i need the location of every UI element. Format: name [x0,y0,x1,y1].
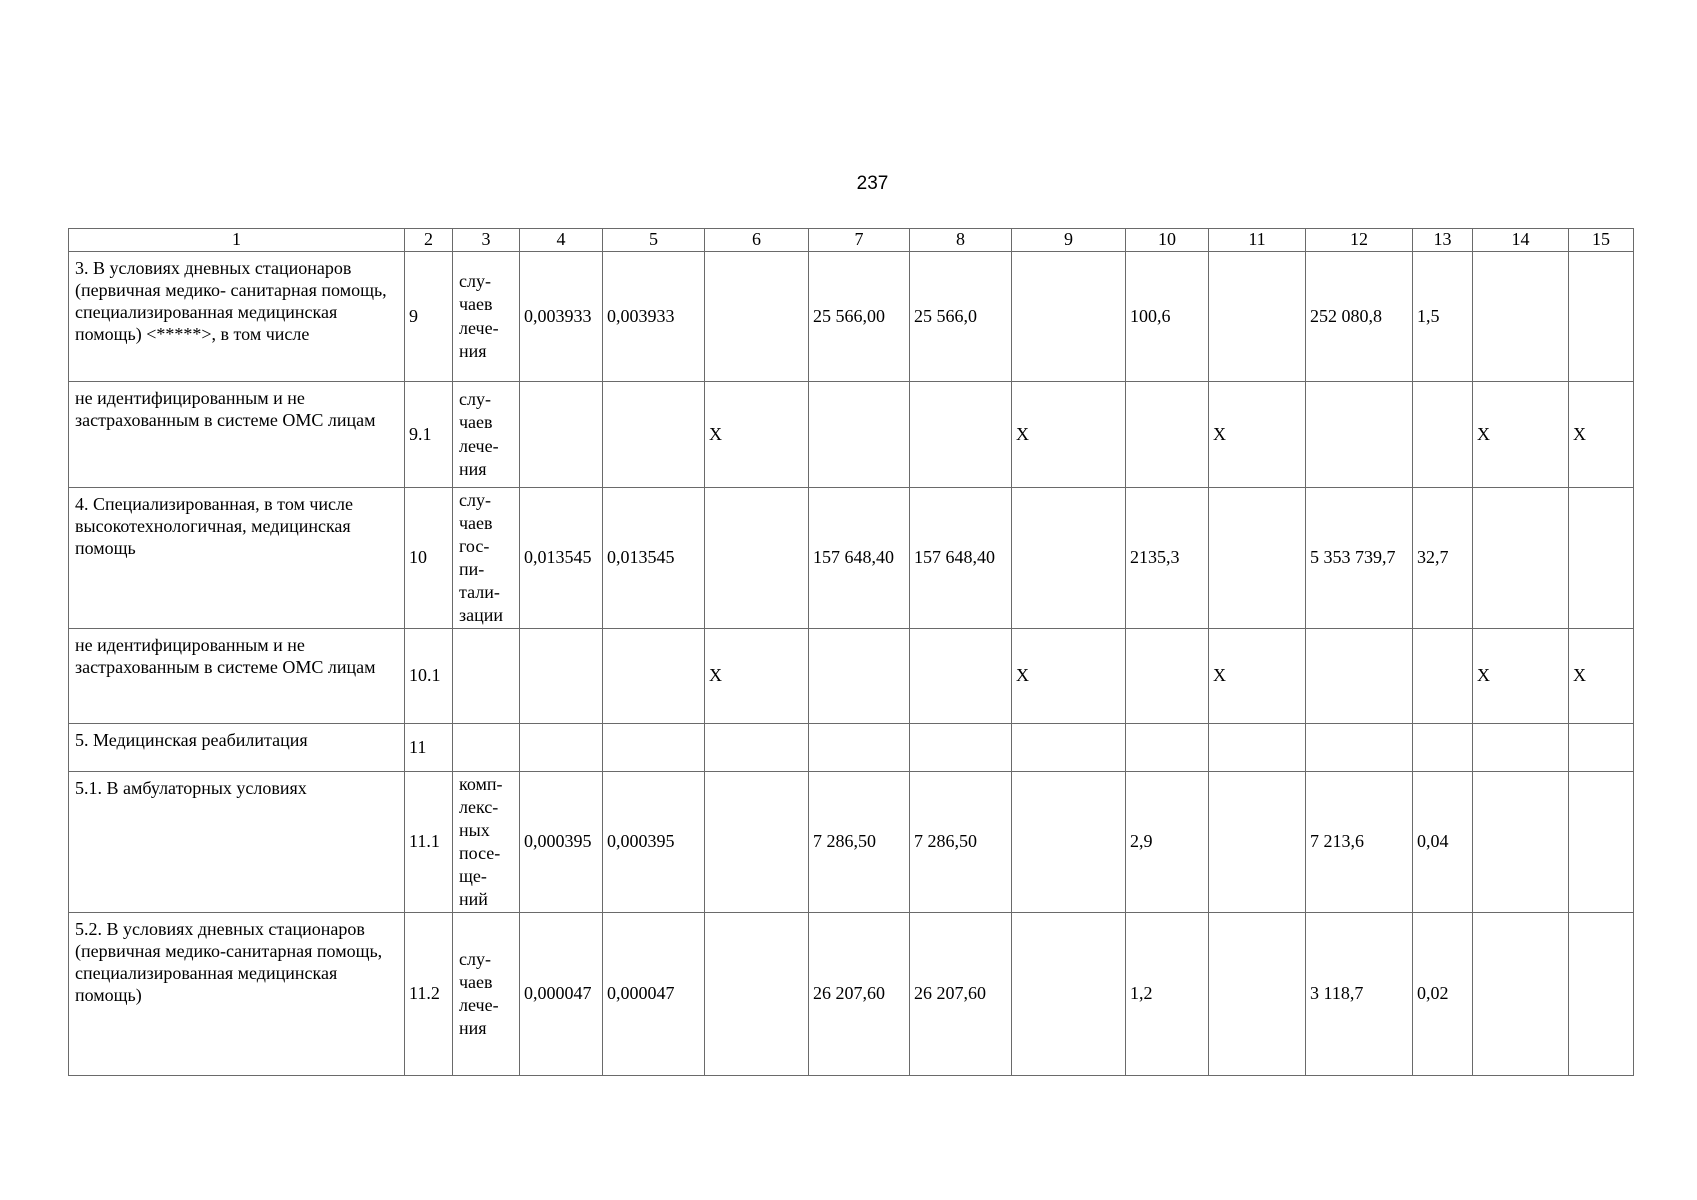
row-name-cell: 5. Медицинская реабилитация [69,724,405,772]
value-cell-c7: 25 566,00 [809,252,910,382]
column-header: 1 [69,229,405,252]
value-cell-c11 [1209,772,1306,913]
value-cell-c9 [1012,488,1126,629]
value-cell-c10 [1126,629,1209,724]
row-name-cell: 5.1. В амбулаторных условиях [69,772,405,913]
column-header: 6 [705,229,809,252]
value-cell-c10 [1126,382,1209,488]
row-number-cell: 11 [405,724,453,772]
value-cell-c5 [603,724,705,772]
value-cell-c8: 26 207,60 [910,913,1012,1076]
value-cell-c14: X [1473,629,1569,724]
value-cell-c7 [809,724,910,772]
value-cell-c12: 7 213,6 [1306,772,1413,913]
column-header: 2 [405,229,453,252]
column-header: 14 [1473,229,1569,252]
value-cell-c9 [1012,252,1126,382]
value-cell-c5: 0,000047 [603,913,705,1076]
value-cell-c13: 1,5 [1413,252,1473,382]
row-number-cell: 10.1 [405,629,453,724]
value-cell-c8 [910,382,1012,488]
unit-cell [453,724,520,772]
table-row [69,382,1634,488]
column-header: 4 [520,229,603,252]
value-cell-c11 [1209,913,1306,1076]
row-name-cell: не идентифицированным и не застрахованным в системе ОМС лицам [69,382,405,488]
column-header: 10 [1126,229,1209,252]
table-row [69,629,1634,724]
unit-cell: слу- чаев лече- ния [453,913,520,1076]
column-header: 7 [809,229,910,252]
value-cell-c10: 100,6 [1126,252,1209,382]
value-cell-c5 [603,629,705,724]
value-cell-c11 [1209,724,1306,772]
value-cell-c10: 1,2 [1126,913,1209,1076]
unit-cell: слу- чаев лече- ния [453,382,520,488]
value-cell-c15: X [1569,382,1634,488]
value-cell-c11 [1209,252,1306,382]
value-cell-c13: 0,04 [1413,772,1473,913]
value-cell-c12 [1306,629,1413,724]
value-cell-c5: 0,013545 [603,488,705,629]
value-cell-c4: 0,000395 [520,772,603,913]
value-cell-c8 [910,629,1012,724]
value-cell-c9: X [1012,382,1126,488]
value-cell-c15 [1569,772,1634,913]
value-cell-c11: X [1209,629,1306,724]
table-row [69,252,1634,382]
row-name-cell: не идентифицированным и не застрахованным в системе ОМС лицам [69,629,405,724]
value-cell-c9: X [1012,629,1126,724]
value-cell-c12: 3 118,7 [1306,913,1413,1076]
value-cell-c4 [520,382,603,488]
value-cell-c8 [910,724,1012,772]
value-cell-c6 [705,724,809,772]
row-number-cell: 9 [405,252,453,382]
table-row [69,772,1634,913]
row-number-cell: 10 [405,488,453,629]
unit-cell: слу- чаев лече- ния [453,252,520,382]
row-name-cell: 4. Специализированная, в том числе высокотехнологичная, медицинская помощь [69,488,405,629]
value-cell-c7 [809,382,910,488]
column-header: 15 [1569,229,1634,252]
value-cell-c13 [1413,724,1473,772]
value-cell-c9 [1012,724,1126,772]
value-cell-c13 [1413,629,1473,724]
column-header: 9 [1012,229,1126,252]
value-cell-c15 [1569,724,1634,772]
value-cell-c14: X [1473,382,1569,488]
value-cell-c12 [1306,724,1413,772]
value-cell-c13 [1413,382,1473,488]
value-cell-c12: 252 080,8 [1306,252,1413,382]
value-cell-c12 [1306,382,1413,488]
value-cell-c7: 7 286,50 [809,772,910,913]
row-name-cell: 3. В условиях дневных стационаров (первичная медико- санитарная помощь, специализированная медицинская помощь) <*****>, в том числе [69,252,405,382]
unit-cell: слу- чаев гос- пи- тали- зации [453,488,520,629]
value-cell-c14 [1473,772,1569,913]
value-cell-c6 [705,488,809,629]
value-cell-c10: 2,9 [1126,772,1209,913]
value-cell-c14 [1473,488,1569,629]
value-cell-c7 [809,629,910,724]
row-number-cell: 11.1 [405,772,453,913]
value-cell-c13: 32,7 [1413,488,1473,629]
value-cell-c6 [705,913,809,1076]
table-row [69,913,1634,1076]
value-cell-c6: X [705,382,809,488]
value-cell-c8: 25 566,0 [910,252,1012,382]
value-cell-c4: 0,013545 [520,488,603,629]
page-number: 237 [856,173,889,194]
value-cell-c6 [705,252,809,382]
value-cell-c9 [1012,913,1126,1076]
value-cell-c13: 0,02 [1413,913,1473,1076]
value-cell-c11 [1209,488,1306,629]
value-cell-c11: X [1209,382,1306,488]
value-cell-c8: 7 286,50 [910,772,1012,913]
column-header: 5 [603,229,705,252]
row-number-cell: 11.2 [405,913,453,1076]
unit-cell: комп- лекс- ных посе- ще- ний [453,772,520,913]
data-table [68,228,1634,1076]
value-cell-c15 [1569,252,1634,382]
row-name-cell: 5.2. В условиях дневных стационаров (первичная медико-санитарная помощь, специализированная медицинская помощь) [69,913,405,1076]
value-cell-c7: 157 648,40 [809,488,910,629]
value-cell-c5 [603,382,705,488]
value-cell-c6 [705,772,809,913]
value-cell-c12: 5 353 739,7 [1306,488,1413,629]
value-cell-c10: 2135,3 [1126,488,1209,629]
table-row [69,488,1634,629]
value-cell-c7: 26 207,60 [809,913,910,1076]
value-cell-c6: X [705,629,809,724]
value-cell-c10 [1126,724,1209,772]
value-cell-c15 [1569,913,1634,1076]
table-body [69,229,1634,1076]
value-cell-c5: 0,000395 [603,772,705,913]
column-header: 12 [1306,229,1413,252]
column-header: 8 [910,229,1012,252]
value-cell-c4: 0,003933 [520,252,603,382]
value-cell-c4: 0,000047 [520,913,603,1076]
value-cell-c14 [1473,913,1569,1076]
value-cell-c4 [520,724,603,772]
header-row [69,229,1634,252]
table-row [69,724,1634,772]
value-cell-c14 [1473,252,1569,382]
value-cell-c14 [1473,724,1569,772]
value-cell-c15 [1569,488,1634,629]
unit-cell [453,629,520,724]
value-cell-c9 [1012,772,1126,913]
column-header: 13 [1413,229,1473,252]
value-cell-c15: X [1569,629,1634,724]
column-header: 11 [1209,229,1306,252]
row-number-cell: 9.1 [405,382,453,488]
column-header: 3 [453,229,520,252]
value-cell-c8: 157 648,40 [910,488,1012,629]
value-cell-c5: 0,003933 [603,252,705,382]
value-cell-c4 [520,629,603,724]
